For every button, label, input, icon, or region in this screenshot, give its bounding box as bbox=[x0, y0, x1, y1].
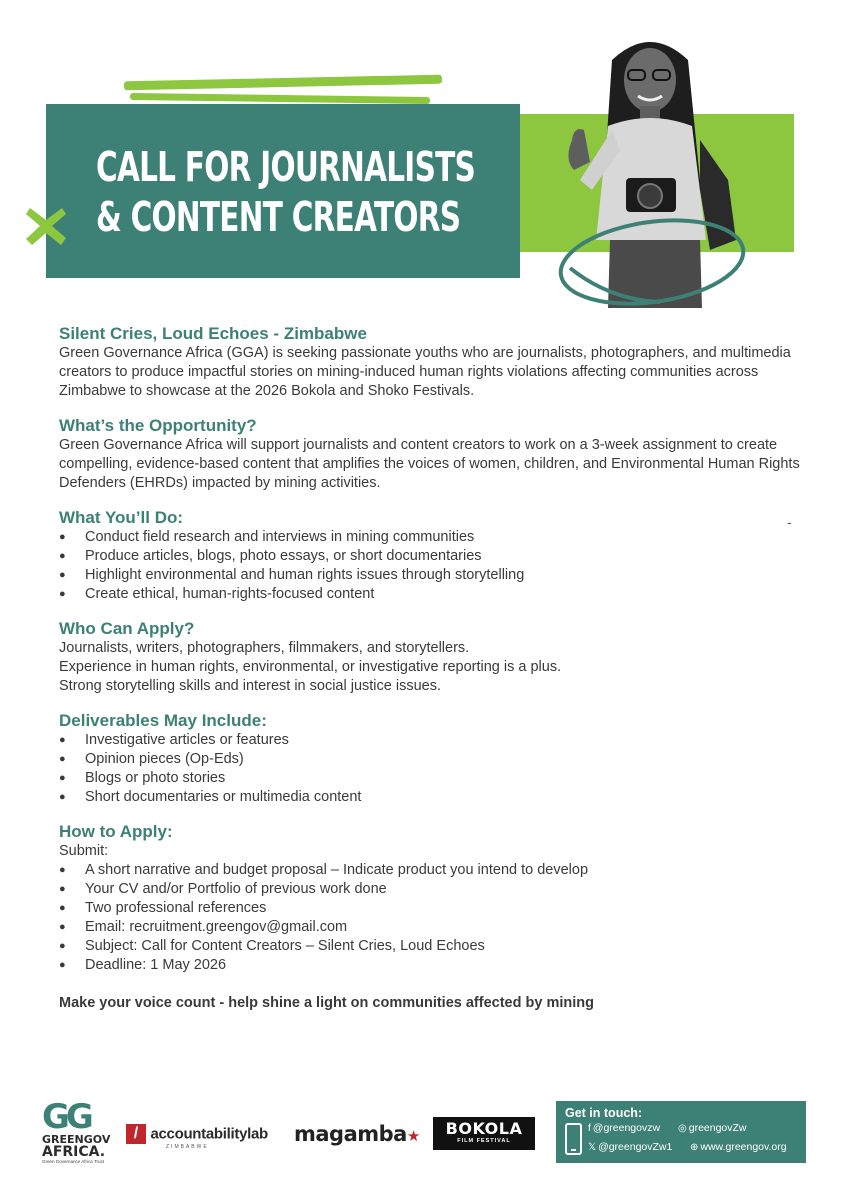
bokola-logo bbox=[433, 1117, 535, 1150]
list-item: ● Two professional references bbox=[59, 899, 819, 918]
magamba-text: magamba bbox=[294, 1122, 407, 1146]
deadline-item: ● Deadline: 1 May 2026 bbox=[59, 956, 819, 975]
what-you-do-section bbox=[59, 508, 819, 604]
magamba-logo bbox=[294, 1122, 420, 1146]
who-can-apply-heading: Who Can Apply? bbox=[59, 619, 195, 638]
what-you-do-list bbox=[59, 528, 819, 604]
opportunity-text: Green Governance Africa will support journalists and content creators to work on a 3-week assignment to create compelling, evidence-based content that amplifies the voices of women, children, and Environmental Human Rights Defenders (EHRDs) impacted by mining activities. bbox=[59, 437, 800, 491]
photographer-photo bbox=[550, 30, 760, 308]
intro-heading: Silent Cries, Loud Echoes - Zimbabwe bbox=[59, 324, 367, 343]
al-logo-text: accountabilitylab bbox=[150, 1125, 268, 1143]
x-handle: @greengovZw1 bbox=[598, 1141, 673, 1153]
email-item[interactable]: ● Email: recruitment.greengov@gmail.com bbox=[59, 918, 819, 937]
gg-logo-sub: Green Governance Africa Trust bbox=[42, 1159, 105, 1164]
who-line: Experience in human rights, environmental, or investigative reporting is a plus. bbox=[59, 659, 562, 675]
title-line-1: CALL FOR JOURNALISTS bbox=[96, 143, 476, 191]
bokola-text: BOKOLA bbox=[445, 1119, 523, 1138]
green-brush-stripe bbox=[130, 93, 430, 104]
submit-label: Submit: bbox=[59, 843, 109, 859]
deliverables-heading: Deliverables May Include: bbox=[59, 711, 267, 730]
what-you-do-heading: What You’ll Do: bbox=[59, 508, 184, 527]
list-item: ● Conduct field research and interviews in mining communities bbox=[59, 528, 819, 547]
who-can-apply-section bbox=[59, 619, 819, 696]
instagram-link[interactable] bbox=[678, 1122, 747, 1134]
list-item: ● Highlight environmental and human rights issues through storytelling bbox=[59, 566, 819, 585]
list-item: ● Opinion pieces (Op-Eds) bbox=[59, 750, 819, 769]
call-to-action: Make your voice count - help shine a light on communities affected by mining bbox=[59, 995, 594, 1011]
x-icon: 𝕏 bbox=[588, 1142, 597, 1153]
list-item: ● Blogs or photo stories bbox=[59, 769, 819, 788]
list-item: ● Your CV and/or Portfolio of previous work done bbox=[59, 880, 819, 899]
star-icon: ★ bbox=[406, 1127, 420, 1145]
al-logo-mark: / bbox=[126, 1124, 146, 1144]
phone-icon bbox=[565, 1123, 582, 1155]
instagram-handle: greengovZw bbox=[688, 1122, 747, 1134]
x-link[interactable] bbox=[588, 1141, 672, 1153]
list-item: ● Produce articles, blogs, photo essays, or short documentaries bbox=[59, 547, 819, 566]
facebook-handle: @greengovzw bbox=[592, 1122, 661, 1134]
gg-logo-line1: GREENGOV bbox=[42, 1133, 111, 1146]
list-item: ● Short documentaries or multimedia content bbox=[59, 788, 819, 807]
green-brush-stripe bbox=[124, 75, 442, 91]
deliverables-list bbox=[59, 731, 819, 807]
facebook-link[interactable] bbox=[588, 1122, 660, 1134]
title-line-2: & CONTENT CREATORS bbox=[96, 193, 461, 241]
stray-mark: - bbox=[787, 514, 792, 530]
instagram-icon: ◎ bbox=[678, 1123, 687, 1134]
opportunity-heading: What’s the Opportunity? bbox=[59, 416, 257, 435]
gg-logo-line2: AFRICA. bbox=[42, 1144, 106, 1160]
how-to-apply-section bbox=[59, 822, 819, 975]
list-item: ● Create ethical, human-rights-focused content bbox=[59, 585, 819, 604]
contact-box bbox=[556, 1101, 806, 1163]
page-title bbox=[96, 142, 476, 242]
main-content bbox=[59, 324, 819, 1011]
bokola-sub: FILM FESTIVAL bbox=[457, 1138, 511, 1144]
list-item: ● A short narrative and budget proposal – Indicate product you intend to develop bbox=[59, 861, 819, 880]
how-to-apply-list bbox=[59, 861, 819, 975]
opportunity-section bbox=[59, 416, 819, 493]
facebook-icon: f bbox=[588, 1123, 591, 1134]
accountability-lab-logo bbox=[126, 1124, 268, 1150]
list-item: ● Investigative articles or features bbox=[59, 731, 819, 750]
who-line: Journalists, writers, photographers, filmmakers, and storytellers. bbox=[59, 640, 470, 656]
intro-text: Green Governance Africa (GGA) is seeking passionate youths who are journalists, photographers, and multimedia creators to produce impactful stories on mining-induced human rights violations affecting communities across Zimbabwe to showcase at the 2026 Bokola and Shoko Festivals. bbox=[59, 345, 791, 399]
deliverables-section bbox=[59, 711, 819, 807]
intro-section bbox=[59, 324, 819, 401]
list-item: ● Subject: Call for Content Creators – Silent Cries, Loud Echoes bbox=[59, 937, 819, 956]
gg-logo-mark: GG bbox=[42, 1097, 90, 1137]
globe-icon: ⊕ bbox=[690, 1142, 699, 1153]
contact-title: Get in touch: bbox=[565, 1106, 643, 1120]
al-logo-sub: ZIMBABWE bbox=[166, 1144, 209, 1150]
greengov-africa-logo bbox=[42, 1097, 112, 1170]
x-cross-icon bbox=[24, 204, 68, 248]
how-to-apply-heading: How to Apply: bbox=[59, 822, 173, 841]
who-line: Strong storytelling skills and interest in social justice issues. bbox=[59, 678, 441, 694]
website-link[interactable] bbox=[690, 1141, 787, 1153]
website-url: www.greengov.org bbox=[700, 1141, 787, 1153]
